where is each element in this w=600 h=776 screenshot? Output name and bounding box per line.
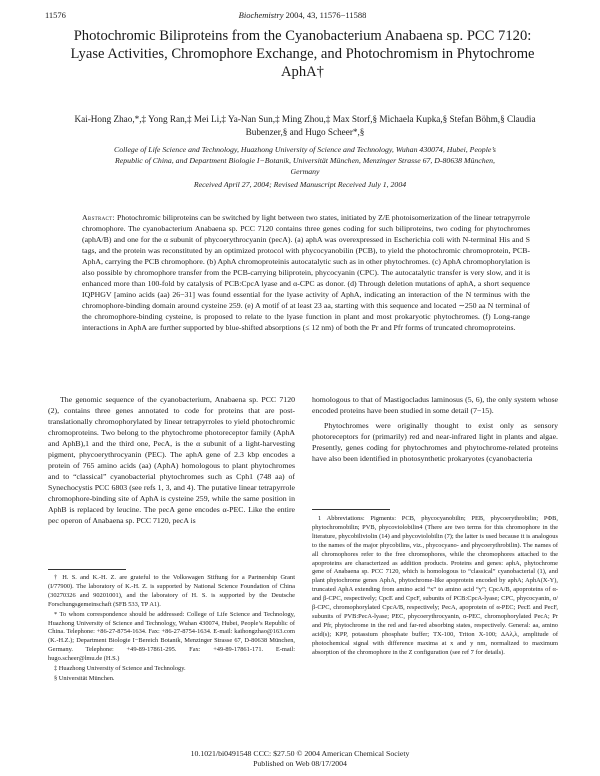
author-list: Kai-Hong Zhao,*,‡ Yong Ran,‡ Mei Li,‡ Ya-Nan Sun,‡ Ming Zhou,‡ Max Storf,§ Michaela Kupka,§ Stefan Böhm,§ Claudia Bubenzer,§ and Hugo Scheer*,§	[74, 114, 536, 137]
body-paragraph: Phytochromes were originally thought to exist only as sensory photoreceptors for (primarily) red and near-infrared light in plants and algae. Presently, genes coding for phytochromes and phytochrome-related proteins have also been identified in photosynthetic prokaryotes (cyanobacteria	[312, 421, 558, 463]
running-head	[45, 10, 560, 22]
footnotes-left	[48, 574, 295, 685]
publication-date: Published on Web 08/17/2004	[253, 759, 347, 768]
footnote-affiliation-1: ‡ Huazhong University of Science and Technology.	[54, 665, 186, 673]
footnotes-right	[312, 515, 558, 659]
doi-copyright: 10.1021/bi0491548 CCC: $27.50 © 2004 American Chemical Society	[190, 749, 410, 758]
footnote-correspondence: * To whom correspondence should be addressed: College of Life Science and Technology, Huazhong University of Science and Technology, Wuhan 430074, Hubei, People’s Republic of China. Telephone: +86-27-8754-1634. Fax: +86-27-8754-1634. E-mail: kaihongzhao@163.com (K.-H.Z.); Department Biologie I−Bereich Botanik, Menzinger Strasse 67, D-80638 München, Germany. Telephone: +49-89-17861-295. Fax: +49-89-17861-171. E-mail: hugo.scheer@lmu.de (H.S.)	[48, 610, 295, 663]
abstract-label: Abstract:	[82, 213, 116, 222]
body-column-right	[312, 394, 558, 468]
page-footer	[0, 749, 600, 769]
footnote-divider	[312, 509, 390, 510]
body-column-left	[48, 394, 295, 530]
received-dates: Received April 27, 2004; Revised Manuscript Received July 1, 2004	[193, 180, 407, 189]
body-paragraph: The genomic sequence of the cyanobacterium, Anabaena sp. PCC 7120 (2), contains three genes annotated to code for proteins that are post-translationally chromophorylated by linear tetrapyrroles to yield photochromic chromoproteins. Two belong to the phytochrome photoreceptor family (AphA and AphB),1 and the third one, PecA, is the α subunit of a light-harvesting pigment, phycoerythrocyanin (PEC). The aphA gene of 2.3 kbp encodes a protein of 765 amino acids (aa) (AphA) homologous to plant phytochromes and to “classical” cyanobacterial phytochromes such as Cph1 (748 aa) of Synechocystis PCC 6803 (see refs 1, 3, and 4). The putative linear tetrapyrrole chromophore-binding site of AphA is cysteine 259, while the same position in AphB is replaced by leucine. The pecA gene encodes α-PEC. Like the entire pec operon of Anabaena sp. PCC 7120, pecA is	[48, 395, 295, 525]
article-title: Photochromic Biliproteins from the Cyanobacterium Anabaena sp. PCC 7120: Lyase Activities, Chromophore Exchange, and Photochromism in Phytochrome AphA†	[70, 28, 535, 80]
affiliation: College of Life Science and Technology, Huazhong University of Science and Technology, Wuhan 430074, Hubei, People’s Republic of China, and Department Biologie I−Botanik, Universität München, Menzinger Strasse 67, D-80638 München, Germany	[114, 145, 496, 176]
page-number: 11576	[45, 10, 66, 20]
footnote-divider	[48, 569, 126, 570]
journal-name: Biochemistry	[238, 10, 284, 20]
abstract	[82, 212, 530, 333]
body-paragraph: homologous to that of Mastigocladus laminosus (5, 6), the only system whose encoded proteins have been studied in some detail (7−15).	[312, 395, 558, 415]
footnote-funding: † H. S. and K.-H. Z. are grateful to the Volkswagen Stiftung for a Partnership Grant (I/77900). The laboratory of K.-H. Z. is supported by National Science Foundation of China (30270326 and 90201001), and the laboratory of H. S. is supported by the Deutsche Forschungsgemeinschaft (SFB 533, TP A1).	[48, 574, 295, 608]
journal-citation	[45, 10, 560, 20]
journal-volume-pages: 2004, 43, 11576−11588	[283, 10, 367, 20]
abstract-text: Photochromic biliproteins can be switched by light between two states, initiated by Z/E photoisomerization of the linear tetrapyrrole chromophore. The cyanobacterium Anabaena sp. PCC 7120 contains three genes coding for such biliproteins, two coding for phytochromes (aphA/B) and one for the α subunit of phycoerythrocyanin (pecA). (a) aphA was overexpressed in Escherichia coli with N-terminal His and S tags, and the protein was reconstituted by an optimized protocol with phycocyanobilin (PCB), to yield the photochromic chromoprotein, PCB-AphA, carrying the PCB chromophore. (b) AphA chromoproteinis autocatalytic such as in other phytochromes. (c) AphA chromophorylation is also possible by chromophore transfer from the PCB-carrying biliprotein, phycocyanin (CPC). The autocatalytic transfer is very slow, and it is enhanced more than 100-fold by catalysis of PCB:CpcA lyase and α-CPC as donor. (d) Through deletion mutations of aphA, a short sequence IQPHGV [amino acids (aa) 26−31] was found essential for the lyase activity of AphA, indicating an interaction of the N terminus with the chromophore-binding domain around cysteine 259. (e) A motif of at least 23 aa, starting with this sequence and located ∼250 aa N terminal of the chromophore-binding cysteine, is proposed to relate to the lyase function in plant and most prokaryotic phytochromes. (f) Long-range interactions in AphA are further supported by blue-shifted absorptions (≤ 12 nm) of both the Pr and Pfr forms of truncated chromoproteins.	[82, 213, 530, 332]
footnote-affiliation-2: § Universität München.	[54, 674, 115, 682]
footnote-abbreviations: 1 Abbreviations: Pigments: PCB, phycocyanobilin; PEB, phycoerythrobilin; PΦB, phytochromobilin; PVB, phycoviolobilin4 (There are two terms for this chromophore in the literature, phycobiliviolin (14) and phycoviolobilin (7); the latter is used because it is analogous to the names of the major phycobilins, viz., phycocyano- and phycoerythrobilin). The names of all chromophores refer to the free chromophores, while the chromophores attached to the apoproteins are characterized as addition products. Proteins and genes: aphA, phytochrome gene of Anabaena sp. PCC 7120, which is homologous to “classical” cyanobacterial (1), and plant phytochrome genes AphA, phytochrome-like apoprotein encoded by aphA; AphA(X-Y), truncated AphA extending from amino acid “x” to amino acid “y”; CpcA/B, apoproteins of α- and β-CPC, respectively; CpcE and CpcF, subunits of PCB:CpcA-lyase; CPC, phycocyanin, α/β-CPC, chromophorylated CpcA/B, respectively; PecA, apoprotein of α-PEC; PecE and PecF, subunits of PVB:PecA-lyase; PEC, phycoerythrocyanin, α-PEC, chromophorylated PecA; Pr and Pfr, phytochrome in the red and far-red absorbing states, respectively. General: aa, amino acid(s); KPP, potassium phosphate buffer; TX-100, Triton X-100; ΔAλ,λ, amplitude of photochemical signal with difference maxima at x and y nm, normalized to maximum absorption of the chromophore in the Z configuration (see ref 7 for details).	[312, 515, 558, 656]
